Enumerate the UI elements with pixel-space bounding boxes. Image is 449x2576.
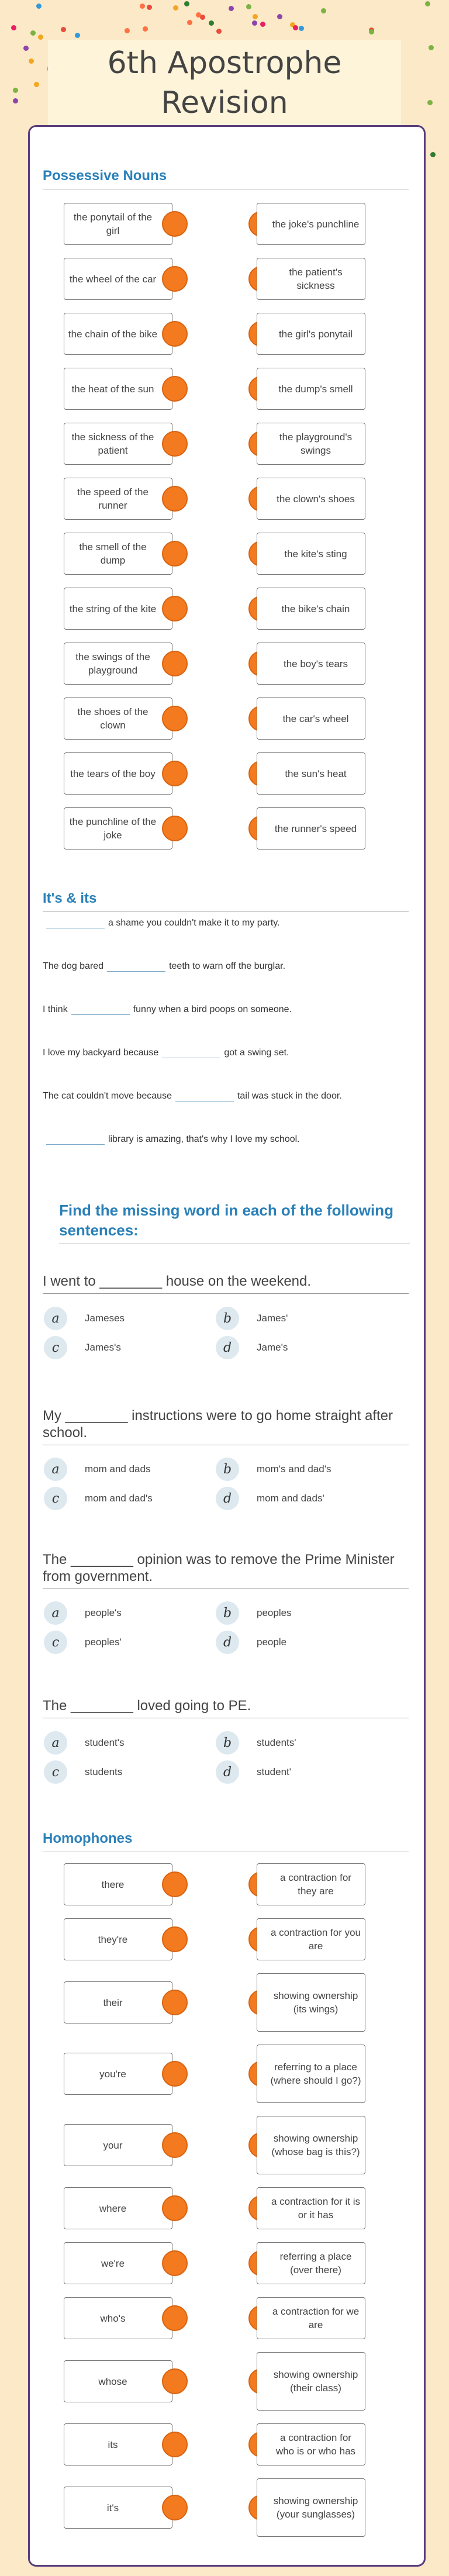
sentence-text-before: I love my backyard because (43, 1048, 159, 1058)
match-left-item[interactable]: it's (64, 2487, 172, 2529)
answer-option[interactable] (44, 1336, 121, 1359)
fill-in-sentence (43, 1134, 300, 1145)
answer-option[interactable] (216, 1336, 288, 1359)
confetti-dot (13, 98, 18, 103)
answer-option[interactable] (216, 1487, 324, 1510)
match-left-item[interactable]: the string of the kite (64, 588, 172, 630)
sentence-text-after: teeth to warn off the burglar. (169, 961, 286, 971)
option-letter: b (216, 1458, 239, 1481)
match-left-connector[interactable] (162, 2305, 188, 2331)
match-right-item[interactable]: referring a place (over there) (257, 2242, 365, 2284)
confetti-dot (75, 33, 80, 38)
option-letter: d (216, 1631, 239, 1654)
confetti-dot (36, 4, 42, 9)
match-right-item[interactable]: the runner's speed (257, 807, 365, 850)
option-letter: a (44, 1731, 67, 1755)
match-left-connector[interactable] (162, 1926, 188, 1952)
match-left-connector[interactable] (162, 1871, 188, 1897)
option-label: student's (85, 1737, 125, 1748)
match-left-connector[interactable] (162, 761, 188, 786)
match-right-item[interactable]: referring to a place (where should I go?) (257, 2045, 365, 2103)
option-letter: b (216, 1601, 239, 1625)
match-left-item[interactable]: the heat of the sun (64, 368, 172, 410)
confetti-dot (125, 28, 130, 33)
match-left-connector[interactable] (162, 706, 188, 731)
match-left-item[interactable]: the chain of the bike (64, 313, 172, 355)
option-label: people (257, 1636, 287, 1648)
match-left-connector[interactable] (162, 2432, 188, 2457)
match-left-item[interactable]: their (64, 1981, 172, 2023)
sentence-text-after: funny when a bird poops on someone. (133, 1004, 292, 1014)
answer-option[interactable] (216, 1760, 291, 1784)
answer-option[interactable] (44, 1601, 122, 1625)
confetti-dot (30, 30, 36, 36)
match-left-connector[interactable] (162, 1990, 188, 2015)
option-letter: c (44, 1631, 67, 1654)
confetti-dot (140, 4, 145, 9)
answer-option[interactable] (44, 1458, 150, 1481)
answer-blank[interactable] (107, 961, 165, 972)
match-left-connector[interactable] (162, 816, 188, 841)
match-left-connector[interactable] (162, 596, 188, 621)
match-left-item[interactable]: the ponytail of the girl (64, 203, 172, 245)
confetti-dot (13, 88, 18, 93)
section-heading-possessive: Possessive Nouns (43, 168, 409, 189)
confetti-dot (196, 12, 201, 18)
answer-blank[interactable] (162, 1047, 220, 1058)
question-text: The ________ loved going to PE. (43, 1697, 409, 1718)
confetti-dot (216, 29, 222, 34)
match-left-item[interactable]: the tears of the boy (64, 752, 172, 795)
option-label: mom and dads' (257, 1493, 324, 1504)
confetti-dot (299, 26, 304, 31)
confetti-dot (277, 14, 282, 19)
option-label: student' (257, 1766, 292, 1777)
match-left-connector[interactable] (162, 376, 188, 402)
match-right-item[interactable]: the car's wheel (257, 697, 365, 740)
option-label: students (85, 1766, 123, 1777)
answer-option[interactable] (216, 1307, 288, 1330)
confetti-dot (173, 5, 178, 11)
option-letter: d (216, 1760, 239, 1784)
match-left-connector[interactable] (162, 2368, 188, 2394)
answer-option[interactable] (44, 1760, 122, 1784)
confetti-dot (209, 20, 214, 26)
match-left-connector[interactable] (162, 541, 188, 567)
match-right-item[interactable]: showing ownership (your sunglasses) (257, 2478, 365, 2537)
match-right-item[interactable]: the dump's smell (257, 368, 365, 410)
option-letter: a (44, 1458, 67, 1481)
confetti-dot (252, 20, 257, 26)
option-letter: d (216, 1336, 239, 1359)
sentence-text-before: I think (43, 1004, 68, 1014)
match-left-item[interactable]: you're (64, 2053, 172, 2095)
fill-in-sentence (43, 1004, 292, 1015)
match-left-item[interactable]: they're (64, 1918, 172, 1960)
answer-option[interactable] (216, 1731, 296, 1755)
match-right-item[interactable]: a contraction for who is or who has (257, 2423, 365, 2465)
match-left-connector[interactable] (162, 486, 188, 512)
sentence-text-after: library is amazing, that's why I love my school. (108, 1134, 300, 1144)
confetti-dot (200, 15, 205, 20)
match-left-item[interactable]: the speed of the runner (64, 478, 172, 520)
option-letter: c (44, 1487, 67, 1510)
option-label: Jame's (257, 1342, 288, 1353)
confetti-dot (253, 14, 258, 19)
confetti-dot (430, 152, 436, 157)
answer-option[interactable] (44, 1487, 153, 1510)
sentence-text-before: The dog bared (43, 961, 104, 971)
fill-in-sentence (43, 1090, 342, 1101)
answer-blank[interactable] (46, 917, 105, 928)
answer-option[interactable] (216, 1631, 286, 1654)
answer-blank[interactable] (71, 1004, 130, 1015)
option-label: mom and dad's (85, 1493, 153, 1504)
match-left-connector[interactable] (162, 2061, 188, 2087)
confetti-dot (23, 46, 29, 51)
match-left-item[interactable]: where (64, 2187, 172, 2229)
option-label: mom and dads (85, 1463, 151, 1475)
confetti-dot (11, 25, 16, 30)
option-letter: b (216, 1307, 239, 1330)
match-left-connector[interactable] (162, 266, 188, 292)
match-right-item[interactable]: showing ownership (its wings) (257, 1973, 365, 2032)
answer-option[interactable] (44, 1631, 122, 1654)
match-left-item[interactable]: the swings of the playground (64, 643, 172, 685)
match-left-item[interactable]: there (64, 1863, 172, 1905)
confetti-dot (429, 45, 434, 50)
match-right-item[interactable]: the sun's heat (257, 752, 365, 795)
fill-in-sentence (43, 1047, 289, 1058)
match-left-item[interactable]: whose (64, 2360, 172, 2402)
match-left-item[interactable]: the wheel of the car (64, 258, 172, 300)
sentence-text-after: a shame you couldn't make it to my party. (108, 918, 280, 928)
fill-in-sentence (43, 961, 285, 972)
confetti-dot (29, 58, 34, 64)
match-right-item[interactable]: the joke's punchline (257, 203, 365, 245)
worksheet-card (28, 125, 426, 2567)
option-letter: b (216, 1731, 239, 1755)
section-heading-its: It's & its (43, 890, 409, 912)
match-left-item[interactable]: the punchline of the joke (64, 807, 172, 850)
option-label: peoples' (85, 1636, 122, 1648)
match-right-item[interactable]: the boy's tears (257, 643, 365, 685)
match-right-item[interactable]: the bike's chain (257, 588, 365, 630)
match-right-item[interactable]: a contraction for we are (257, 2297, 365, 2339)
confetti-dot (143, 26, 148, 32)
option-letter: c (44, 1336, 67, 1359)
match-left-connector[interactable] (162, 431, 188, 457)
page-title: 6th Apostrophe Revision (107, 46, 342, 120)
match-left-item[interactable]: the shoes of the clown (64, 697, 172, 740)
option-label: mom's and dad's (257, 1463, 331, 1475)
confetti-dot (38, 34, 43, 40)
match-right-item[interactable]: a contraction for it is or it has (257, 2187, 365, 2229)
sentence-text-after: got a swing set. (224, 1048, 289, 1058)
confetti-dot (147, 5, 152, 10)
match-left-item[interactable]: your (64, 2124, 172, 2166)
answer-blank[interactable] (175, 1090, 234, 1101)
match-left-item[interactable]: who's (64, 2297, 172, 2339)
confetti-dot (229, 6, 234, 11)
confetti-dot (246, 4, 251, 9)
match-left-item[interactable]: its (64, 2423, 172, 2465)
option-letter: d (216, 1487, 239, 1510)
match-left-connector[interactable] (162, 2132, 188, 2158)
option-label: students' (257, 1737, 296, 1748)
match-right-item[interactable]: the girl's ponytail (257, 313, 365, 355)
match-right-item[interactable]: the patient's sickness (257, 258, 365, 300)
match-left-connector[interactable] (162, 321, 188, 347)
question-text: My ________ instructions were to go home straight after school. (43, 1407, 409, 1445)
question-text: I went to ________ house on the weekend. (43, 1273, 409, 1294)
confetti-dot (61, 27, 66, 32)
match-left-connector[interactable] (162, 211, 188, 237)
match-right-item[interactable]: showing ownership (their class) (257, 2352, 365, 2411)
answer-option[interactable] (216, 1458, 331, 1481)
match-left-connector[interactable] (162, 651, 188, 676)
confetti-dot (427, 100, 433, 105)
match-left-item[interactable]: the smell of the dump (64, 533, 172, 575)
match-right-item[interactable]: showing ownership (whose bag is this?) (257, 2116, 365, 2174)
match-left-connector[interactable] (162, 2250, 188, 2276)
confetti-dot (260, 22, 265, 27)
match-left-connector[interactable] (162, 2195, 188, 2221)
option-label: James's (85, 1342, 121, 1353)
answer-option[interactable] (44, 1731, 125, 1755)
option-letter: a (44, 1307, 67, 1330)
option-label: James' (257, 1313, 288, 1324)
option-label: peoples (257, 1607, 292, 1618)
option-letter: a (44, 1601, 67, 1625)
answer-blank[interactable] (46, 1134, 105, 1145)
match-right-item[interactable]: the kite's sting (257, 533, 365, 575)
match-left-item[interactable]: we're (64, 2242, 172, 2284)
match-right-item[interactable]: the clown's shoes (257, 478, 365, 520)
match-right-item[interactable]: the playground's swings (257, 423, 365, 465)
option-label: people's (85, 1607, 122, 1618)
question-text: The ________ opinion was to remove the Prime Minister from government. (43, 1551, 409, 1589)
confetti-dot (425, 1, 430, 6)
sentence-text-before: The cat couldn't move because (43, 1091, 172, 1101)
answer-option[interactable] (216, 1601, 292, 1625)
title-banner (48, 40, 401, 127)
section-heading-missing-word: Find the missing word in each of the following sentences: (59, 1200, 410, 1244)
sentence-text-after: tail was stuck in the door. (237, 1091, 342, 1101)
confetti-dot (369, 29, 374, 34)
match-right-item[interactable]: a contraction for you are (257, 1918, 365, 1960)
confetti-dot (34, 82, 39, 87)
section-heading-homophones: Homophones (43, 1831, 409, 1852)
option-label: Jameses (85, 1313, 125, 1324)
match-left-connector[interactable] (162, 2495, 188, 2520)
confetti-dot (184, 1, 189, 6)
option-letter: c (44, 1760, 67, 1784)
confetti-dot (187, 20, 192, 25)
match-left-item[interactable]: the sickness of the patient (64, 423, 172, 465)
confetti-dot (321, 8, 326, 13)
answer-option[interactable] (44, 1307, 125, 1330)
fill-in-sentence (43, 917, 280, 928)
match-right-item[interactable]: a contraction for they are (257, 1863, 365, 1905)
confetti-dot (293, 25, 298, 30)
